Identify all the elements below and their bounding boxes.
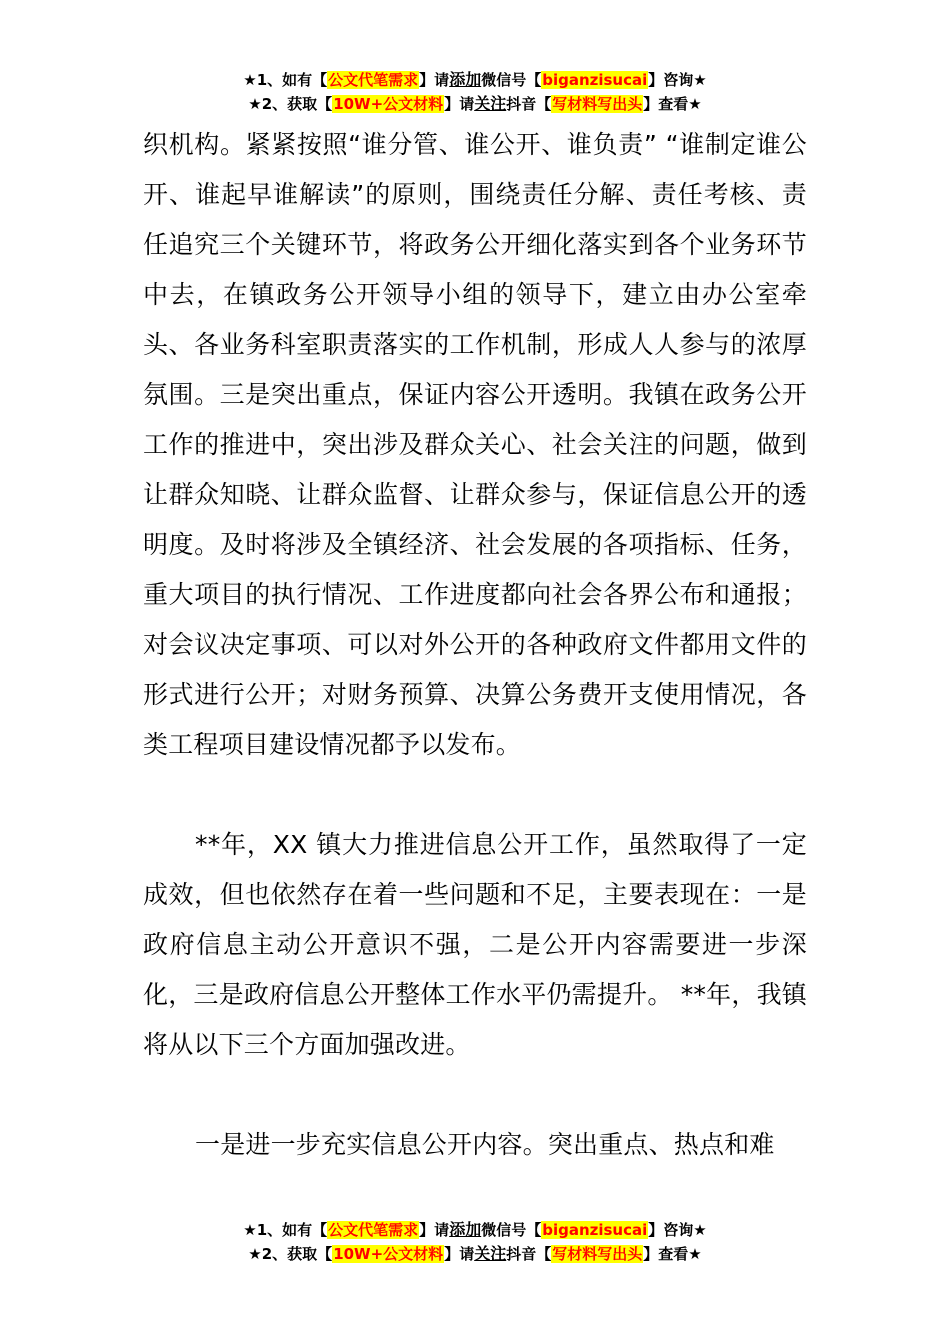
footer-banner-line-2 xyxy=(0,1242,950,1266)
banner-text: ★2、获取【 xyxy=(248,1245,333,1263)
document-body xyxy=(143,120,807,1170)
banner-text: 】查看★ xyxy=(643,95,702,113)
banner-text: 】请 xyxy=(419,71,450,89)
banner-text: 抖音【 xyxy=(506,95,552,113)
header-banner-line-2 xyxy=(0,92,950,116)
banner-highlight: 10W+公文材料 xyxy=(333,1245,444,1263)
banner-text: 】咨询★ xyxy=(648,1221,707,1239)
banner-wechat-id: biganzisucai xyxy=(542,71,648,89)
banner-text: 】请 xyxy=(444,95,475,113)
banner-highlight: 公文代笔需求 xyxy=(328,71,419,89)
footer-banner-line-1 xyxy=(0,1218,950,1242)
paragraph-1: 织机构。紧紧按照“谁分管、谁公开、谁负责” “谁制定谁公开、谁起早谁解读”的原则，围绕责任分解、责任考核、责任追究三个关键环节，将政务公开细化落实到各个业务环节中去，在镇政务公开领导小组的领导下，建立由办公室牵头、各业务科室职责落实的工作机制，形成人人参与的浓厚氛围。三是突出重点，保证内容公开透明。我镇在政务公开工作的推进中，突出涉及群众关心、社会关注的问题，做到让群众知晓、让群众监督、让群众参与，保证信息公开的透明度。及时将涉及全镇经济、社会发展的各项指标、任务，重大项目的执行情况、工作进度都向社会各界公布和通报；对会议决定事项、可以对外公开的各种政府文件都用文件的形式进行公开；对财务预算、决算公务费开支使用情况，各类工程项目建设情况都予以发布。 xyxy=(143,130,807,759)
footer-banner xyxy=(0,1218,950,1266)
banner-text: 】咨询★ xyxy=(648,71,707,89)
banner-highlight: 公文代笔需求 xyxy=(328,1221,419,1239)
paragraph-2: **年，XX 镇大力推进信息公开工作，虽然取得了一定成效，但也依然存在着一些问题和不足，主要表现在：一是政府信息主动公开意识不强，二是公开内容需要进一步深化，三是政府信息公开整体工作水平仍需提升。 **年，我镇将从以下三个方面加强改进。 xyxy=(143,830,807,1059)
paragraph-spacer xyxy=(143,1070,807,1120)
banner-text: 】查看★ xyxy=(643,1245,702,1263)
header-banner-line-1 xyxy=(0,68,950,92)
paragraph-spacer xyxy=(143,770,807,820)
banner-wechat-id: biganzisucai xyxy=(542,1221,648,1239)
banner-underlined-text: 添加 xyxy=(449,70,482,89)
banner-text: ★1、如有【 xyxy=(243,71,328,89)
banner-text: 】请 xyxy=(444,1245,475,1263)
banner-underlined-text: 关注 xyxy=(474,1244,507,1263)
banner-text: ★2、获取【 xyxy=(248,95,333,113)
banner-text: 】请 xyxy=(419,1221,450,1239)
banner-douyin-id: 写材料写出头 xyxy=(552,95,643,113)
banner-text: 微信号【 xyxy=(481,1221,542,1239)
banner-text: 微信号【 xyxy=(481,71,542,89)
paragraph-3: 一是进一步充实信息公开内容。突出重点、热点和难 xyxy=(195,1130,775,1159)
banner-highlight: 10W+公文材料 xyxy=(333,95,444,113)
banner-douyin-id: 写材料写出头 xyxy=(552,1245,643,1263)
banner-underlined-text: 添加 xyxy=(449,1220,482,1239)
banner-underlined-text: 关注 xyxy=(474,94,507,113)
banner-text: 抖音【 xyxy=(506,1245,552,1263)
header-banner xyxy=(0,68,950,116)
banner-text: ★1、如有【 xyxy=(243,1221,328,1239)
